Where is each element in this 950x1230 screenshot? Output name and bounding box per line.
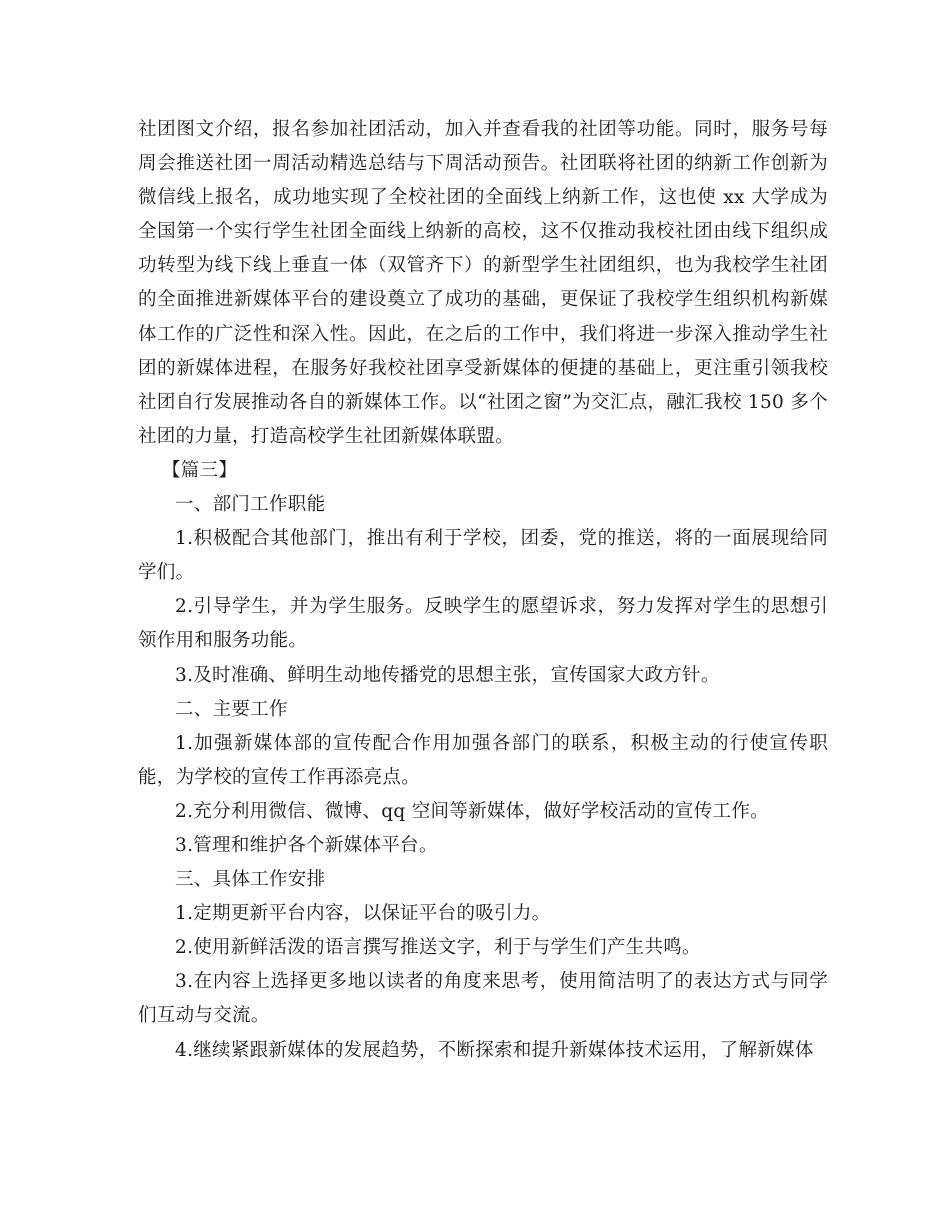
list-item-work-2: 2.充分利用微信、微博、qq 空间等新媒体，做好学校活动的宣传工作。 — [175, 800, 769, 822]
list-item-plan-3: 3.在内容上选择更多地以读者的角度来思考，使用简洁明了的表达方式与同学们互动与交流。 — [138, 971, 828, 1027]
list-item-duty-1: 1.积极配合其他部门，推出有利于学校，团委，党的推送，将的一面展现给同学们。 — [138, 528, 828, 584]
list-item-plan-1: 1.定期更新平台内容，以保证平台的吸引力。 — [175, 903, 551, 925]
list-item-duty-3: 3.及时准确、鲜明生动地传播党的思想主张，宣传国家大政方针。 — [175, 664, 720, 686]
document-page — [138, 113, 828, 1068]
section-heading-department-duties: 一、部门工作职能 — [175, 494, 326, 516]
list-item-work-3: 3.管理和维护各个新媒体平台。 — [175, 834, 438, 856]
body-paragraph: 社团图文介绍，报名参加社团活动，加入并查看我的社团等功能。同时，服务号每周会推送社团一周活动精选总结与下周活动预告。社团联将社团的纳新工作创新为微信线上报名，成功地实现了全校社团的全面线上纳新工作，这也使 xx 大学成为全国第一个实行学生社团全面线上纳新的高校，这不仅推动我校社团由线下组织成功转型为线下线上垂直一体（双管齐下）的新型学生社团组织，也为我校学生社团的全面推进新媒体平台的建设奠立了成功的基础，更保证了我校学生组织机构新媒体工作的广泛性和深入性。因此，在之后的工作中，我们将进一步深入推动学生社团的新媒体进程，在服务好我校社团享受新媒体的便捷的基础上，更注重引领我校社团自行发展推动各自的新媒体工作。以“社团之窗”为交汇点，融汇我校 150 多个社团的力量，打造高校学生社团新媒体联盟。 — [138, 119, 828, 447]
section-heading-work-plan: 三、具体工作安排 — [175, 869, 326, 891]
list-item-plan-2: 2.使用新鲜活泼的语言撰写推送文字，利于与学生们产生共鸣。 — [175, 937, 701, 959]
list-item-duty-2: 2.引导学生，并为学生服务。反映学生的愿望诉求，努力发挥对学生的思想引领作用和服务功能。 — [138, 596, 828, 652]
list-item-plan-4: 4.继续紧跟新媒体的发展趋势，不断探索和提升新媒体技术运用，了解新媒体 — [175, 1039, 814, 1061]
section-heading-main-work: 二、主要工作 — [175, 698, 288, 720]
list-item-work-1: 1.加强新媒体部的宣传配合作用加强各部门的联系，积极主动的行使宣传职能，为学校的宣传工作再添亮点。 — [138, 732, 828, 788]
section-heading-pian-san: 【篇三】 — [162, 459, 238, 481]
